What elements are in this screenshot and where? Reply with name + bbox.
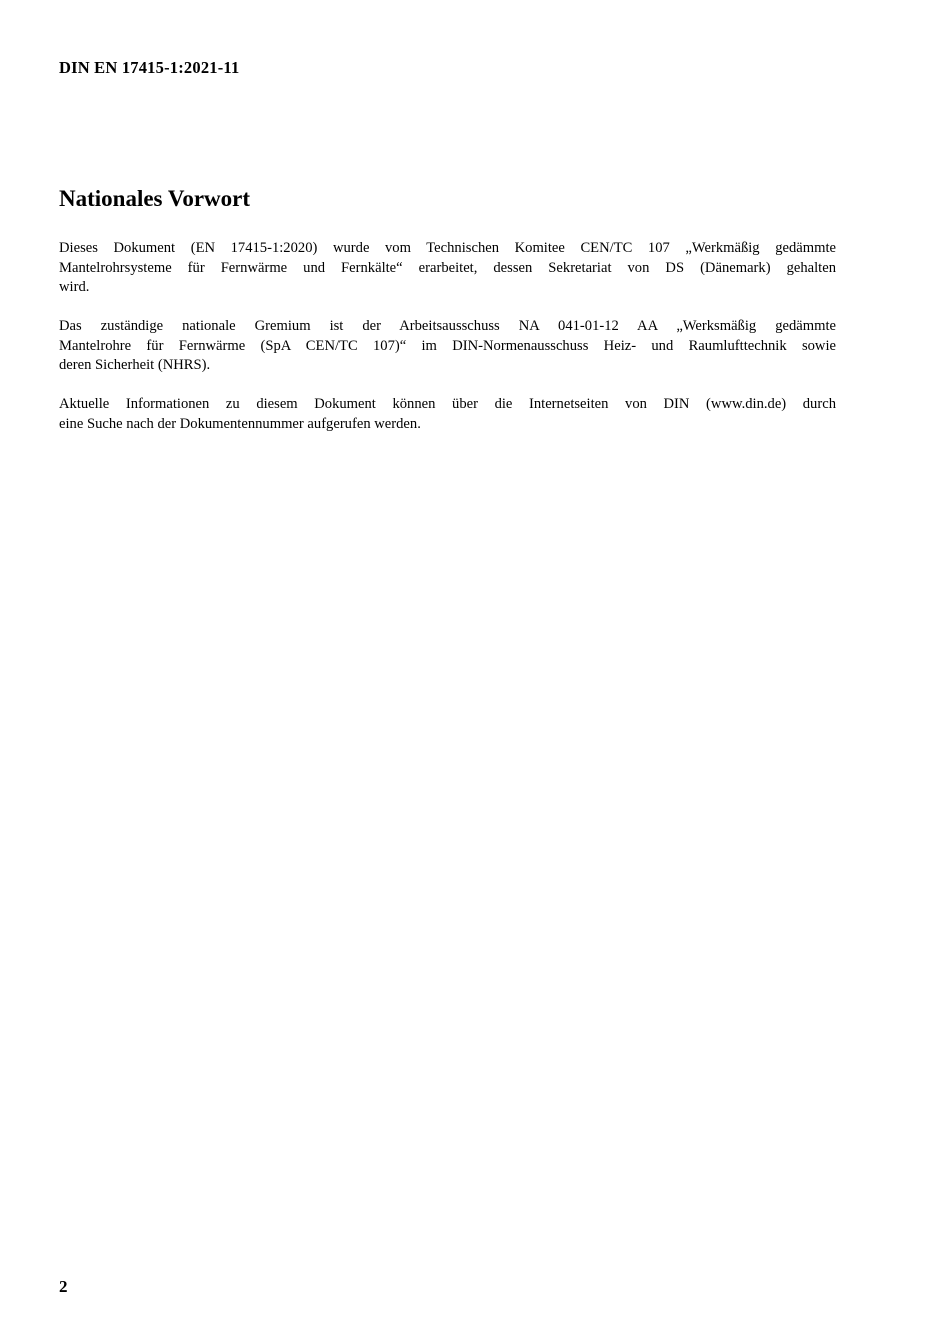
section-title: Nationales Vorwort	[59, 186, 251, 211]
section-body	[59, 239, 836, 454]
text-line: Mantelrohre für Fernwärme (SpA CEN/TC 107)“ im DIN-Normenausschuss Heiz- und Raumlufttechnik sowie	[59, 337, 836, 354]
paragraph-information	[59, 395, 836, 434]
text-line: Mantelrohrsysteme für Fernwärme und Fernkälte“ erarbeitet, dessen Sekretariat von DS (Dänemark) gehalten	[59, 259, 836, 276]
document-header-id: DIN EN 17415-1:2021-11	[59, 58, 240, 77]
page-number: 2	[59, 1277, 68, 1296]
text-line: wird.	[59, 279, 90, 295]
text-line: Das zuständige nationale Gremium ist der Arbeitsausschuss NA 041-01-12 AA „Werksmäßig gedämmte	[59, 318, 836, 334]
paragraph-national-body	[59, 317, 836, 376]
text-line: Dieses Dokument (EN 17415-1:2020) wurde vom Technischen Komitee CEN/TC 107 „Werkmäßig gedämmte	[59, 240, 836, 256]
text-line: eine Suche nach der Dokumentennummer aufgerufen werden.	[59, 415, 421, 432]
paragraph-committee	[59, 239, 836, 298]
text-line: Aktuelle Informationen zu diesem Dokument können über die Internetseiten von DIN (www.din.de) durch	[59, 396, 836, 412]
text-line: deren Sicherheit (NHRS).	[59, 357, 211, 373]
